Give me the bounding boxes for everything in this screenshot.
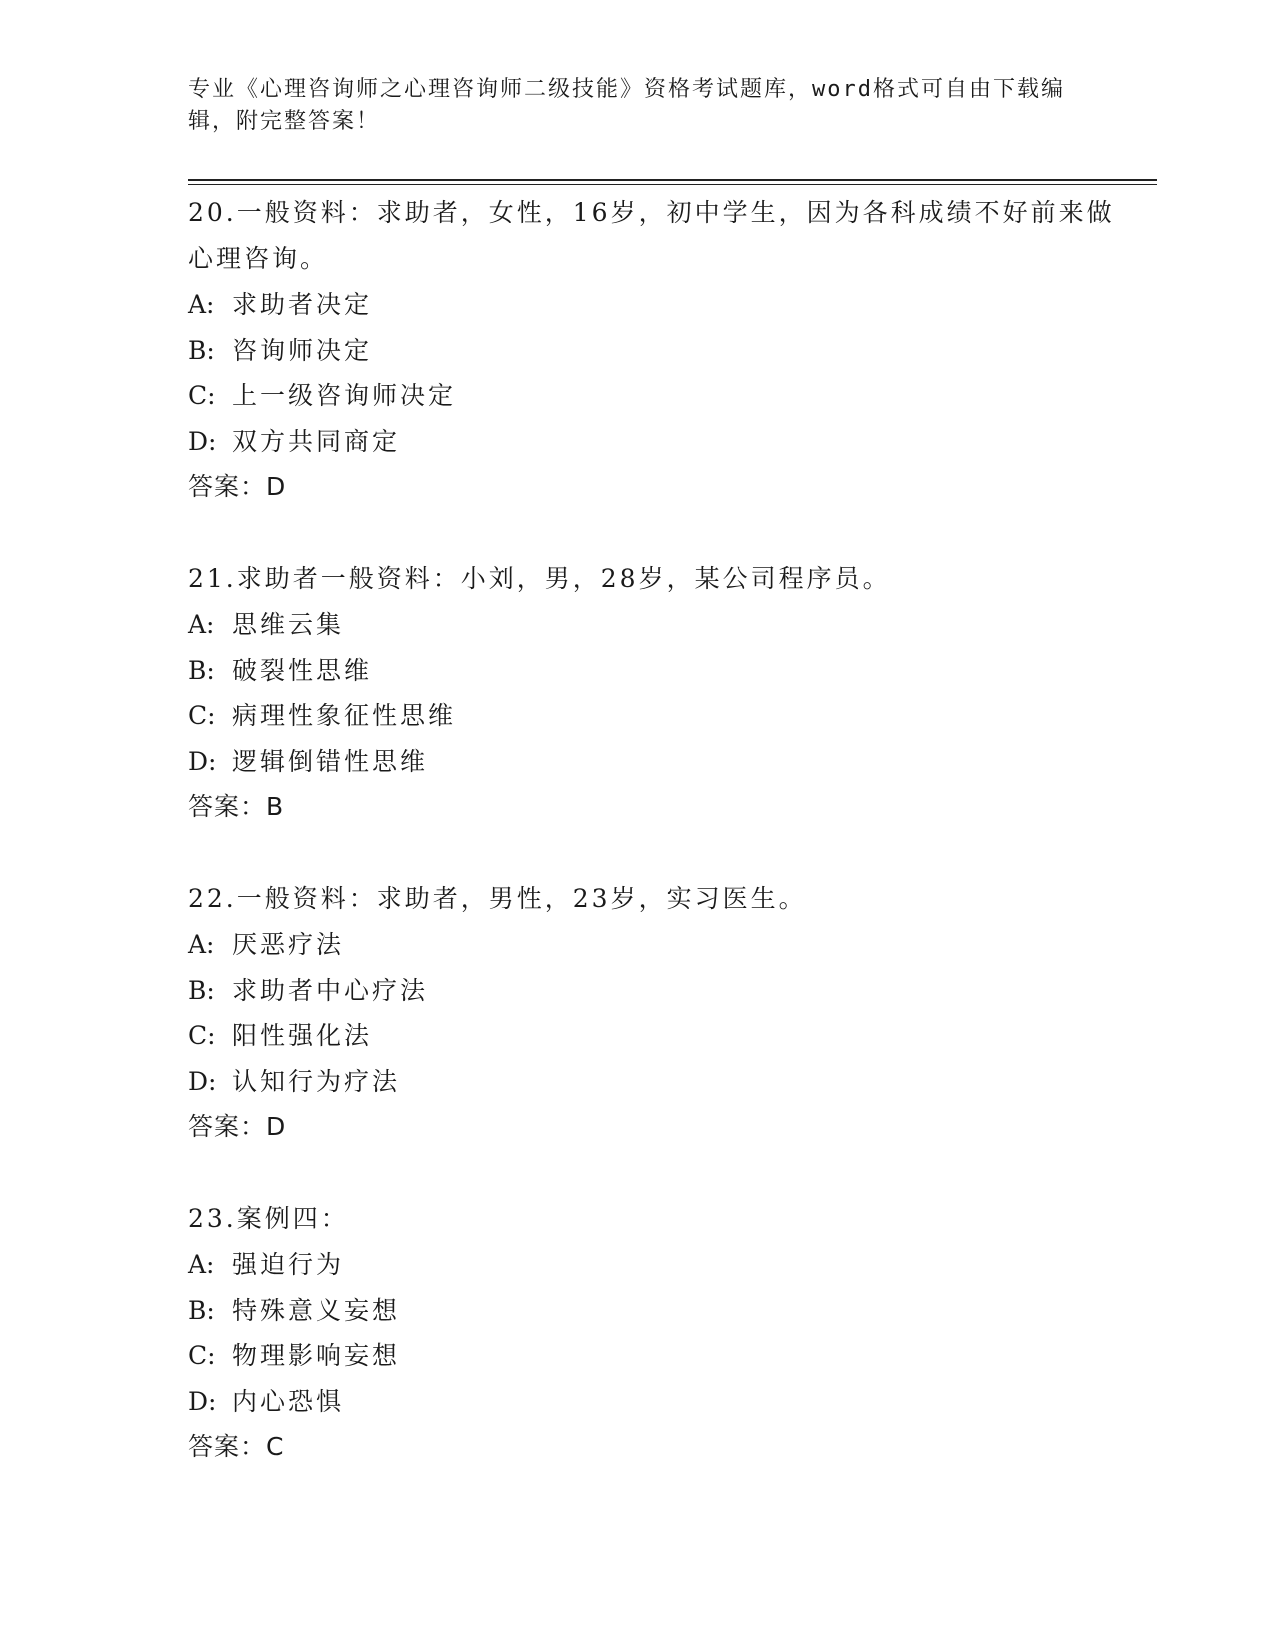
question-21 (188, 556, 1128, 830)
option-key: A: (188, 290, 215, 319)
option-text: 破裂性思维 (232, 655, 373, 685)
option-c (188, 373, 1128, 419)
option-d (188, 419, 1128, 465)
option-a (188, 602, 1128, 648)
option-c (188, 693, 1128, 739)
option-key: C: (188, 701, 216, 730)
option-b (188, 328, 1128, 374)
option-text: 求助者决定 (232, 290, 373, 319)
option-key: B: (188, 655, 215, 685)
option-a (188, 1242, 1128, 1288)
question-stem: 22.一般资料：求助者，男性，23岁，实习医生。 (188, 884, 807, 913)
option-text: 病理性象征性思维 (232, 701, 457, 730)
question-list (188, 190, 1128, 1516)
header-divider-thick (188, 179, 1157, 181)
option-key: D: (188, 1386, 217, 1416)
option-key: B: (188, 335, 215, 365)
option-key: C: (188, 381, 216, 410)
answer-line: 答案：D (188, 472, 287, 501)
option-text: 上一级咨询师决定 (232, 381, 457, 410)
answer-line: 答案：D (188, 1112, 287, 1141)
option-text: 内心恐惧 (232, 1386, 345, 1416)
option-text: 双方共同商定 (232, 426, 401, 456)
option-key: B: (188, 975, 215, 1005)
option-key: A: (188, 930, 215, 959)
header-intro-text: 专业《心理咨询师之心理咨询师二级技能》资格考试题库，word格式可自由下载编辑，附完整答案！ (188, 77, 1065, 134)
question-stem: 21.求助者一般资料：小刘，男，28岁，某公司程序员。 (188, 564, 891, 593)
option-key: A: (188, 1250, 215, 1279)
option-c (188, 1013, 1128, 1059)
option-a (188, 282, 1128, 328)
option-text: 厌恶疗法 (232, 930, 345, 959)
option-key: C: (188, 1021, 216, 1050)
option-b (188, 648, 1128, 694)
question-20 (188, 190, 1128, 510)
option-b (188, 1288, 1128, 1334)
question-stem: 20.一般资料：求助者，女性，16岁，初中学生，因为各科成绩不好前来做心理咨询。 (188, 198, 1115, 273)
option-key: A: (188, 610, 215, 639)
option-d (188, 1379, 1128, 1425)
option-c (188, 1333, 1128, 1379)
option-text: 强迫行为 (232, 1250, 345, 1279)
header-divider-thin (188, 184, 1157, 185)
option-key: D: (188, 426, 217, 456)
option-d (188, 739, 1128, 785)
option-text: 咨询师决定 (232, 335, 373, 365)
option-text: 逻辑倒错性思维 (232, 746, 429, 776)
option-b (188, 968, 1128, 1014)
option-key: D: (188, 1066, 217, 1096)
option-text: 特殊意义妄想 (232, 1295, 401, 1325)
option-text: 思维云集 (232, 610, 345, 639)
option-text: 求助者中心疗法 (232, 975, 429, 1005)
option-key: B: (188, 1295, 215, 1325)
option-text: 认知行为疗法 (232, 1066, 401, 1096)
option-key: C: (188, 1341, 216, 1370)
answer-line: 答案：C (188, 1432, 285, 1461)
answer-line: 答案：B (188, 792, 285, 821)
question-23 (188, 1196, 1128, 1470)
option-key: D: (188, 746, 217, 776)
question-22 (188, 876, 1128, 1150)
question-stem: 23.案例四： (188, 1204, 349, 1233)
option-text: 物理影响妄想 (232, 1341, 401, 1370)
document-header (188, 74, 1088, 138)
option-text: 阳性强化法 (232, 1021, 373, 1050)
option-d (188, 1059, 1128, 1105)
option-a (188, 922, 1128, 968)
